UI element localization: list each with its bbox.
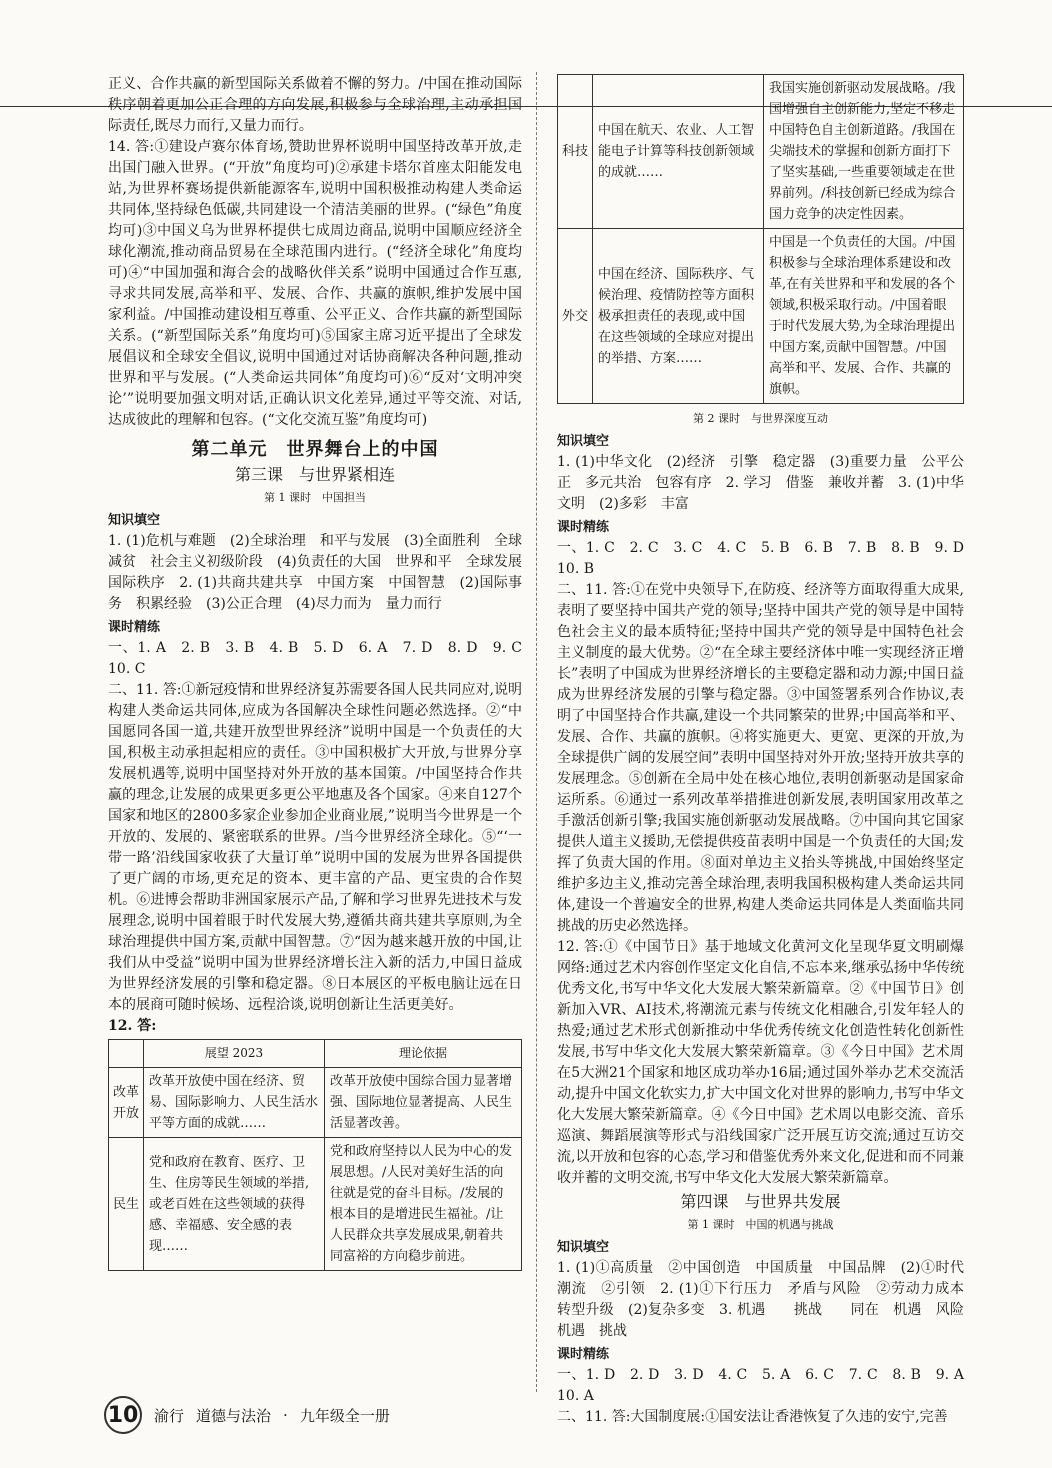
page-footer [104,1396,390,1434]
brand-name: 渝行 [154,1406,185,1425]
grade-label: 九年级全一册 [299,1406,390,1425]
knowledge-fill-answers: 1. (1)①高质量 ②中国创造 中国质量 中国品牌 (2)①时代潮流 ②引领 2. (1)①下行压力 矛盾与风险 ②劳动力成本 转型升级 (2)复杂多变 3. 机遇 挑战 同在 机遇 风险 机遇 挑战 [557,1260,978,1339]
table-row [558,75,964,229]
table-row [558,229,964,404]
knowledge-fill-answers: 1. (1)中华文化 (2)经济 引擎 稳定器 (3)重要力量 公平公正 多元共治 包容有序 2. 学习 借鉴 兼收并蓄 3. (1)中华文明 (2)多彩 丰富 [557,454,964,512]
column-divider [536,72,537,1392]
unit-title: 第二单元 世界舞台上的中国 [191,439,439,460]
section-practice: 课时精练 [557,520,610,535]
table-cell: 党和政府在教育、医疗、卫生、住房等民生领域的举措,或老百姓在这些领域的获得感、幸福感、安全感的表现…… [144,1138,325,1271]
choice-answers: 一、1. A 2. B 3. B 4. B 5. D 6. A 7. D 8. D 9. C 10. C [108,640,536,677]
choice-answers: 一、1. D 2. D 3. D 4. C 5. A 6. C 7. C 8. B 9. A 10. A [557,1367,978,1404]
page-number: 10 [104,1396,142,1434]
answer-11-start: 二、11. 答:大国制度展:①国安法让香港恢复了久违的安宁,完善 [557,1409,948,1425]
choice-answers: 一、1. C 2. C 3. C 4. C 5. B 6. B 7. B 8. B 9. D 10. B [557,540,978,577]
row-label: 科技 [558,75,593,229]
lesson-3-title: 第三课 与世界紧相连 [234,465,395,484]
answer-12-table-continued [557,74,964,404]
section-knowledge-fill: 知识填空 [557,1240,610,1255]
answer-14: 14. 答:①建设卢赛尔体育场,赞助世界杯说明中国坚持改革开放,走出国门融入世界。(“开放”角度均可)②承建卡塔尔首座太阳能发电站,为世界杯赛场提供新能源客车,说明中国积极推动构建人类命运共同体,坚持绿色低碳,共同建设一个清洁美丽的世界。(“绿色”角度均可)③中国义乌为世界杯提供七成周边商品,说明中国顺应经济全球化潮流,推动商品贸易在全球范围内进行。(“经济全球化”角度均可)④“中国加强和海合会的战略伙伴关系”说明中国通过合作互惠,寻求共同发展,高举和平、发展、合作、共赢的旗帜,维护发展中国家利益。/中国推动建设相互尊重、公平正义、合作共赢的新型国际关系。(“新型国际关系”角度均可)⑤国家主席习近平提出了全球发展倡议和全球安全倡议,说明中国通过对话协商解决各种问题,推动世界和平与发展。(“人类命运共同体”角度均可)⑥“反对‘文明冲突论’”说明要加强文明对话,正确认识文化差异,通过平等交流、对话,达成彼此的理解和包容。(“文化交流互鉴”角度均可) [108,139,522,428]
left-column [108,74,536,1271]
answer-12-table [108,1039,522,1271]
subject-name: 道德与法治 [196,1406,272,1425]
table-cell: 中国在航天、农业、人工智能电子计算等科技创新领域的成就…… [593,75,764,229]
row-label: 外交 [558,229,593,404]
table-cell: 改革开放使中国综合国力显著增强、国际地位显著提高、人民生活显著改善。 [325,1068,522,1138]
period-2-title: 第 2 课时 与世界深度互动 [693,412,828,425]
table-header-cell: 理论依据 [325,1040,522,1068]
separator-dot: · [283,1406,288,1424]
answer-11: 二、11. 答:①新冠疫情和世界经济复苏需要各国人民共同应对,说明构建人类命运共同体,应成为各国解决全球性问题必然选择。②“中国愿同各国一道,共建开放型世界经济”说明中国是一个负责任的大国,积极主动承担起相应的责任。③中国积极扩大开放,与世界分享发展机遇等,说明中国坚持对外开放的基本国策。/中国坚持合作共赢的理念,让发展的成果更多更公平地惠及各个国家。④来自127个国家和地区的2800多家企业参加企业商业展,”说明当今世界是一个开放的、发展的、紧密联系的世界。/当今世界经济全球化。⑤“‘一带一路’沿线国家收获了大量订单”说明中国的发展为世界各国提供了更广阔的市场,更充足的资本、更丰富的产品、更宝贵的合作契机。⑥进博会帮助非洲国家展示产品,了解和学习世界先进技术与发展理念,说明中国着眼于时代发展大势,遵循共商共建共享原则,为全球治理提供中国方案,贡献中国智慧。⑦“因为越来越开放的中国,让我们从中受益”说明中国为世界经济增长注入新的活力,中国日益成为世界经济发展的引擎和稳定器。⑧日本展区的平板电脑让远在日本的展商可随时候场、远程洽谈,说明创新让生活更美好。 [108,682,522,1013]
knowledge-fill-answers: 1. (1)危机与难题 (2)全球治理 和平与发展 (3)全面胜利 全球减贫 社会主义初级阶段 (4)负责任的大国 世界和平 全球发展 国际秩序 2. (1)共商共建共享 中国方案 中国智慧 (2)国际事务 积累经验 (3)公正合理 (4)尽力而为 量力而行 [108,533,536,612]
period-1-title: 第 1 课时 中国担当 [264,491,366,504]
lesson-4-title: 第四课 与世界共发展 [680,1192,841,1211]
row-label: 民生 [109,1138,144,1271]
left-continuation-text: 正义、合作共赢的新型国际关系做着不懈的努力。/中国在推动国际秩序朝着更加公正合理的方向发展,积极参与全球治理,主动承担国际责任,既尽力而行,又量力而行。 [108,76,522,134]
table-cell: 改革开放使中国在经济、贸易、国际影响力、人民生活水平等方面的成就…… [144,1068,325,1138]
section-knowledge-fill: 知识填空 [557,434,610,449]
table-row [109,1068,522,1138]
right-column [557,74,978,1428]
period-1-title: 第 1 课时 中国的机遇与挑战 [687,1218,834,1231]
row-label: 改革开放 [109,1068,144,1138]
answer-11: 二、11. 答:①在党中央领导下,在防疫、经济等方面取得重大成果,表明了要坚持中国共产党的领导;坚持中国共产党的领导是中国特色社会主义的最本质特征;坚持中国共产党的领导是中国特色社会主义制度的最大优势。②“在全球主要经济体中唯一实现经济正增长”表明了中国成为世界经济增长的主要稳定器和动力源;中国日益成为世界经济发展的引擎与稳定器。③中国签署系列合作协议,表明了中国坚持合作共赢,建设一个共同繁荣的世界;中国高举和平、发展、合作、共赢的旗帜。④将实施更大、更宽、更深的开放,为全球提供广阔的发展空间”表明中国坚持对外开放;坚持开放共享的发展理念。⑤创新在全局中处在核心地位,表明创新驱动是国家命运所系。⑥通过一系列改革举措推进创新发展,表明国家用改革之手激活创新引擎;我国实施创新驱动发展战略。⑦中国向其它国家提供人道主义援助,无偿提供疫苗表明中国是一个负责任的大国;发挥了负责大国的作用。⑧面对单边主义抬头等挑战,中国始终坚定维护多边主义,推动完善全球治理,表明我国积极构建人类命运共同体,建设一个普遍安全的世界,构建人类命运共同体是人类面临共同挑战的历史必然选择。 [557,582,964,934]
table-cell: 党和政府坚持以人民为中心的发展思想。/人民对美好生活的向往就是党的奋斗目标。/发展的根本目的是增进民生福祉。/让人民群众共享发展成果,朝着共同富裕的方向稳步前进。 [325,1138,522,1271]
table-cell: 中国是一个负责任的大国。/中国积极参与全球治理体系建设和改革,在有关世界和平和发展的各个领域,积极采取行动。/中国着眼于时代发展大势,为全球治理提出中国方案,贡献中国智慧。/中国高举和平、发展、合作、共赢的旗帜。 [764,229,964,404]
answer-12: 12. 答:①《中国节日》基于地域文化黄河文化呈现华夏文明刷爆网络:通过艺术内容创作坚定文化自信,不忘本来,继承弘扬中华传统优秀文化,书写中华文化大发展大繁荣新篇章。②《中国节日》创新加入VR、AI技术,将潮流元素与传统文化相融合,引发年轻人的热爱;通过艺术形式创新推动中华优秀传统文化创造性转化创新性发展,书写中华文化大发展大繁荣新篇章。③《今日中国》艺术周在5大洲21个国家和地区成功举办16届;通过国外举办艺术交流活动,提升中国文化软实力,扩大中国文化对世界的影响力,书写中华文化大发展大繁荣新篇章。④《今日中国》艺术周以电影交流、音乐巡演、舞蹈展演等形式与沿线国家广泛开展互访交流;通过互访交流,以开放和包容的心态,学习和借鉴优秀外来文化,促进和而不同兼收并蓄的文明交流,书写中华文化大发展大繁荣新篇章。 [557,939,964,1186]
table-header-row [109,1040,522,1068]
table-row [109,1138,522,1271]
section-knowledge-fill: 知识填空 [108,513,161,528]
section-practice: 课时精练 [557,1347,610,1362]
section-practice: 课时精练 [108,620,161,635]
answer-12-label: 12. 答: [108,1018,157,1034]
table-header-cell [109,1040,144,1068]
table-cell: 我国实施创新驱动发展战略。/我国增强自主创新能力,坚定不移走中国特色自主创新道路。/我国在尖端技术的掌握和创新方面打下了坚实基础,一些重要领域走在世界前列。/科技创新已经成为综合国力竞争的决定性因素。 [764,75,964,229]
table-header-cell: 展望 2023 [144,1040,325,1068]
table-cell: 中国在经济、国际秩序、气候治理、疫情防控等方面积极承担责任的表现,或中国在这些领域的全球应对提出的举措、方案…… [593,229,764,404]
